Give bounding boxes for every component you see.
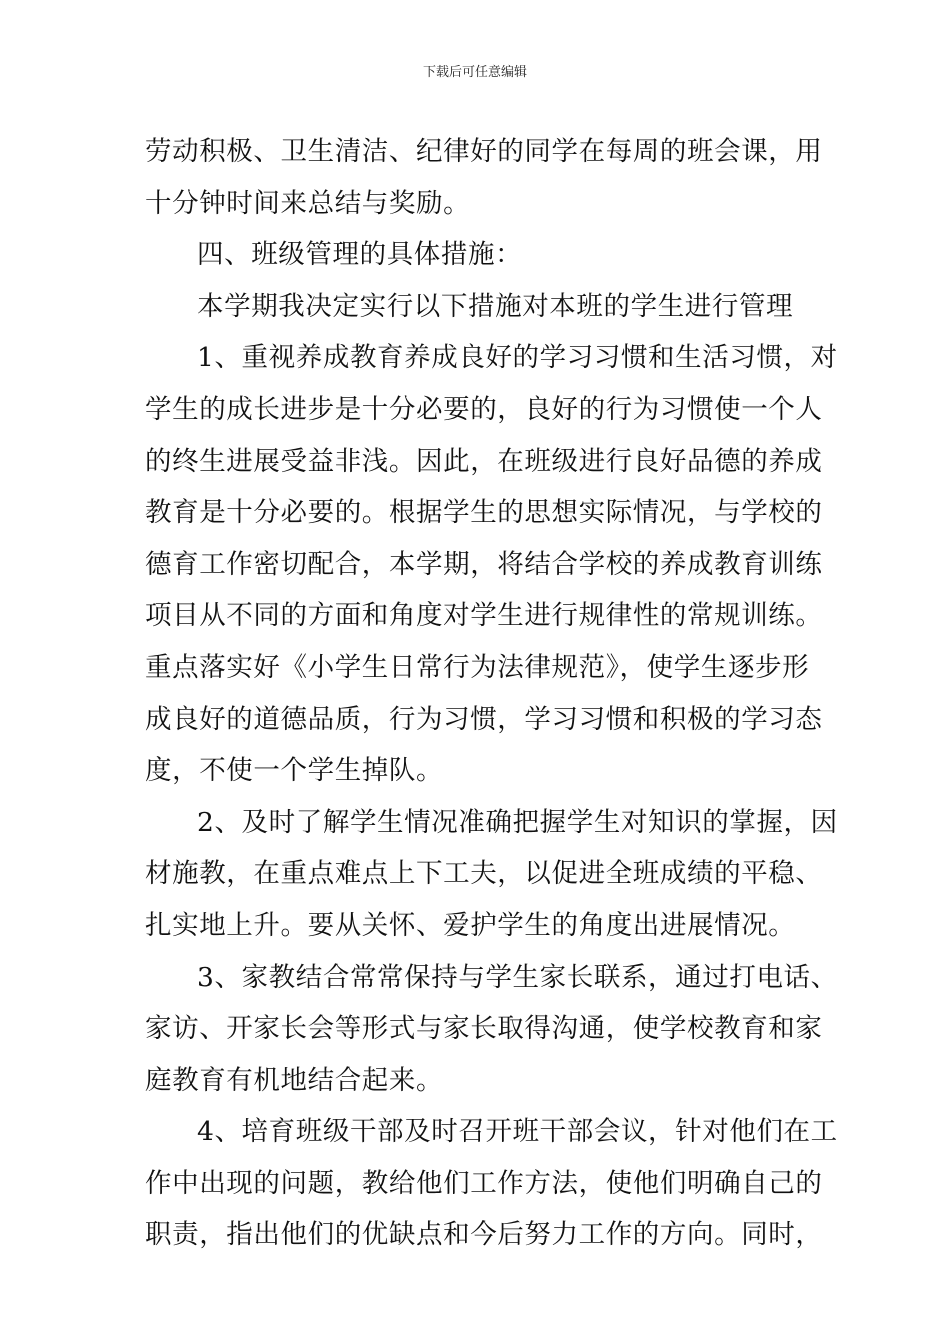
text-line: 项目从不同的方面和角度对学生进行规律性的常规训练。 bbox=[145, 600, 823, 632]
text-line: 庭教育有机地结合起来。 bbox=[145, 1064, 444, 1096]
text-line: 劳动积极、卫生清洁、纪律好的同学在每周的班会课，用 bbox=[145, 136, 823, 167]
text-line: 家访、开家长会等形式与家长取得沟通，使学校教育和家 bbox=[145, 1013, 823, 1045]
text-line: 1、重视养成教育养成良好的学习习惯和生活习惯，对 bbox=[197, 342, 838, 374]
document-body bbox=[145, 126, 838, 1261]
text-line: 成良好的道德品质，行为习惯，学习习惯和积极的学习态 bbox=[145, 703, 823, 735]
text-line: 作中出现的问题，教给他们工作方法，使他们明确自己的 bbox=[145, 1167, 823, 1199]
text-line: 十分钟时间来总结与奖励。 bbox=[145, 187, 471, 219]
text-line: 2、及时了解学生情况准确把握学生对知识的掌握，因 bbox=[197, 806, 838, 838]
text-line: 材施教，在重点难点上下工夫，以促进全班成绩的平稳、 bbox=[145, 858, 823, 890]
text-line: 教育是十分必要的。根据学生的思想实际情况，与学校的 bbox=[145, 497, 823, 529]
text-line: 3、家教结合常常保持与学生家长联系，通过打电话、 bbox=[197, 961, 838, 993]
text-line: 4、培育班级干部及时召开班干部会议，针对他们在工 bbox=[197, 1116, 838, 1148]
text-line: 四、班级管理的具体措施： bbox=[197, 239, 523, 271]
text-line: 扎实地上升。要从关怀、爱护学生的角度出进展情况。 bbox=[145, 909, 796, 941]
page-header: 下载后可任意编辑 bbox=[422, 65, 527, 80]
text-line: 本学期我决定实行以下措施对本班的学生进行管理 bbox=[197, 290, 794, 322]
text-line: 德育工作密切配合，本学期，将结合学校的养成教育训练 bbox=[145, 548, 823, 580]
text-line: 度，不使一个学生掉队。 bbox=[145, 755, 444, 787]
text-line: 学生的成长进步是十分必要的，良好的行为习惯使一个人 bbox=[145, 393, 823, 425]
text-line: 的终生进展受益非浅。因此，在班级进行良好品德的养成 bbox=[145, 445, 823, 477]
text-line: 职责，指出他们的优缺点和今后努力工作的方向。同时， bbox=[145, 1219, 823, 1251]
text-line: 重点落实好《小学生日常行为法律规范》，使学生逐步形 bbox=[145, 651, 810, 683]
